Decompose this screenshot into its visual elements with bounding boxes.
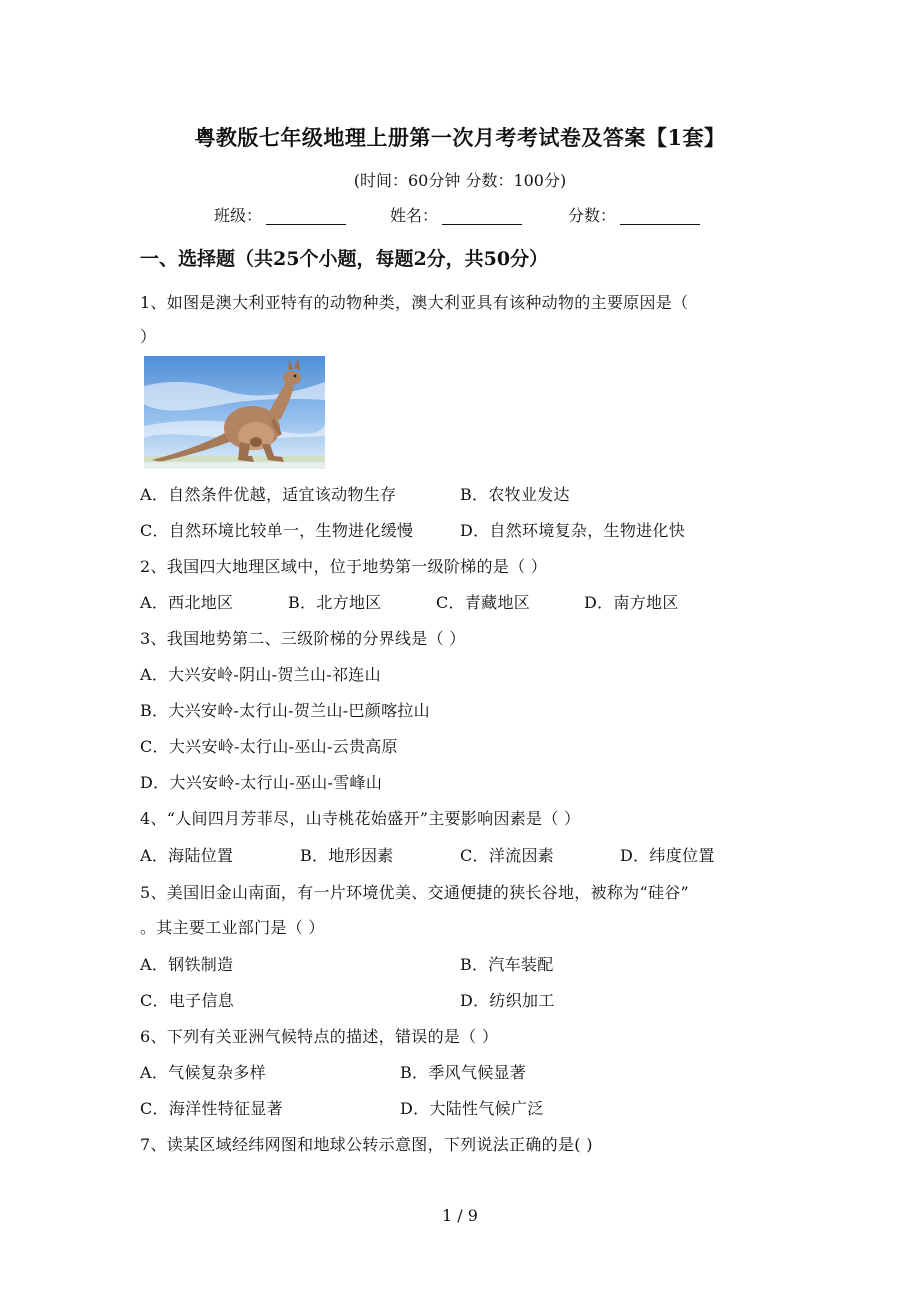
q5-stem-line1: 5、美国旧金山南面，有一片环境优美、交通便捷的狭长谷地，被称为“硅谷” (140, 883, 690, 902)
q5-option-b: B．汽车装配 (460, 955, 554, 974)
name-field (390, 203, 522, 226)
q4-option-b: B．地形因素 (300, 846, 394, 865)
q6-option-a: A．气候复杂多样 (140, 1063, 266, 1082)
q2-option-c: C．青藏地区 (436, 593, 531, 612)
q1-option-a: A．自然条件优越，适宜该动物生存 (140, 485, 397, 504)
q2-stem: 2、我国四大地理区域中，位于地势第一级阶梯的是（ ） (140, 557, 548, 576)
q1-option-d: D．自然环境复杂，生物进化快 (460, 521, 686, 540)
exam-title: 粤教版七年级地理上册第一次月考考试卷及答案【1套】 (194, 125, 726, 150)
q6-option-c: C．海洋性特征显著 (140, 1099, 283, 1118)
name-blank (442, 206, 522, 225)
q3-option-d: D．大兴安岭-太行山-巫山-雪峰山 (140, 773, 383, 792)
score-field (568, 203, 700, 226)
q4-option-c: C．洋流因素 (460, 846, 555, 865)
score-label: 分数： (568, 206, 617, 225)
class-field (214, 203, 346, 226)
exam-subtitle: (时间：60分钟 分数：100分) (353, 171, 567, 190)
q5-option-a: A．钢铁制造 (140, 955, 234, 974)
q6-option-b: B．季风气候显著 (400, 1063, 527, 1082)
class-blank (266, 206, 346, 225)
q2-option-d: D．南方地区 (584, 593, 679, 612)
q5-option-c: C．电子信息 (140, 991, 235, 1010)
name-label: 姓名： (390, 206, 439, 225)
q1-stem-line1: 1、如图是澳大利亚特有的动物种类，澳大利亚具有该种动物的主要原因是（ (140, 293, 689, 312)
page-number: 1 / 9 (442, 1206, 478, 1225)
score-blank (620, 206, 700, 225)
q7-stem: 7、读某区域经纬网图和地球公转示意图，下列说法正确的是( ) (140, 1135, 593, 1154)
q2-option-b: B．北方地区 (288, 593, 382, 612)
q2-option-a: A．西北地区 (140, 593, 234, 612)
q3-option-c: C．大兴安岭-太行山-巫山-云贵高原 (140, 737, 398, 756)
q5-option-d: D．纺织加工 (460, 991, 555, 1010)
q1-stem-line2: ） (140, 327, 157, 346)
q4-stem: 4、“人间四月芳菲尽，山寺桃花始盛开”主要影响因素是（ ） (140, 809, 581, 828)
q6-stem: 6、下列有关亚洲气候特点的描述，错误的是（ ） (140, 1027, 499, 1046)
q4-option-d: D．纬度位置 (620, 846, 715, 865)
q1-option-c: C．自然环境比较单一，生物进化缓慢 (140, 521, 414, 540)
q5-stem-line2: 。其主要工业部门是（ ） (140, 918, 325, 937)
q4-option-a: A．海陆位置 (140, 846, 234, 865)
class-label: 班级： (214, 206, 263, 225)
q3-option-a: A．大兴安岭-阴山-贺兰山-祁连山 (140, 665, 381, 684)
q6-option-d: D．大陆性气候广泛 (400, 1099, 544, 1118)
q3-option-b: B．大兴安岭-太行山-贺兰山-巴颜喀拉山 (140, 701, 430, 720)
q1-option-b: B．农牧业发达 (460, 485, 570, 504)
q3-stem: 3、我国地势第二、三级阶梯的分界线是（ ） (140, 629, 466, 648)
kangaroo-photo-icon (144, 356, 325, 469)
section-title: 一、选择题（共25个小题，每题2分，共50分） (140, 248, 549, 270)
